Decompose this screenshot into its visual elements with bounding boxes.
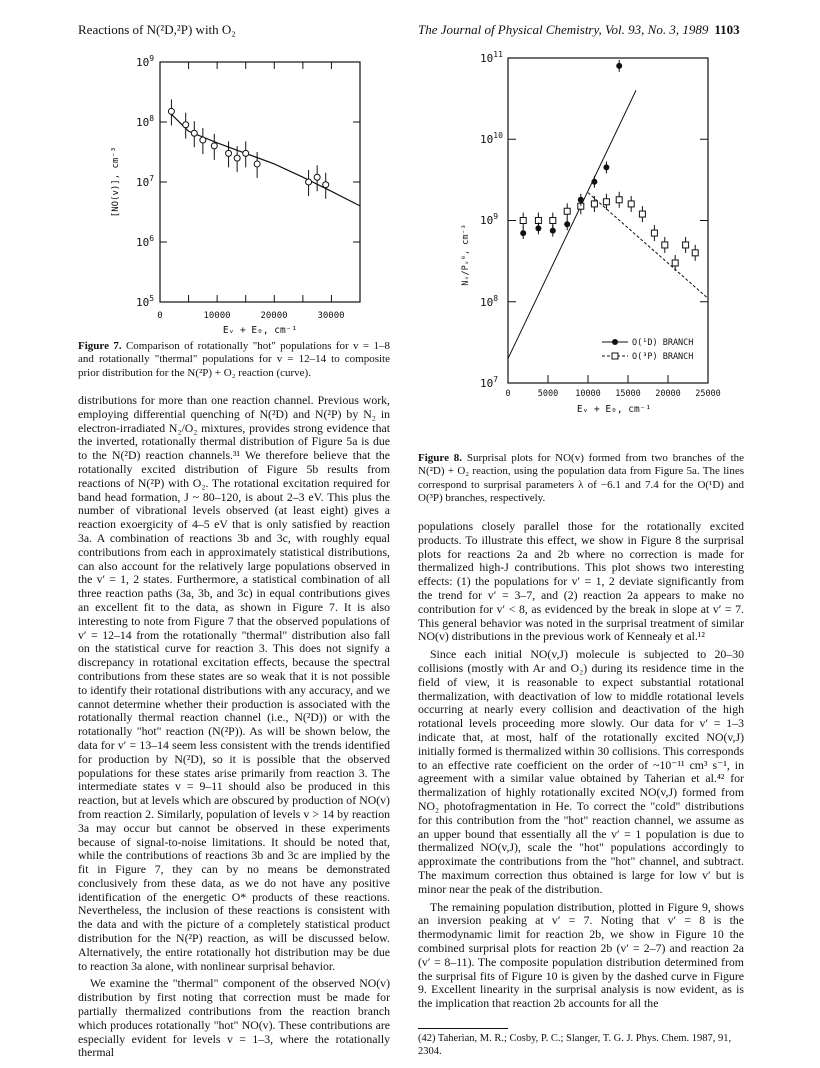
fig8-o1d-point bbox=[578, 197, 584, 203]
footnote: (42) Taherian, M. R.; Cosby, P. C.; Slanger, T. G. J. Phys. Chem. 1987, 91, 2304. bbox=[418, 1033, 732, 1057]
journal-citation: The Journal of Physical Chemistry, Vol. 93, No. 3, 1989 bbox=[418, 22, 709, 37]
page-number: 1103 bbox=[714, 22, 740, 37]
fig8-o3p-point bbox=[603, 199, 609, 205]
fig8-o3p-point bbox=[564, 208, 570, 214]
fig8-xtick-label: 0 bbox=[505, 389, 511, 399]
fig8-o3p-point bbox=[591, 201, 597, 207]
fig7-prior-curve bbox=[169, 111, 360, 205]
figure-8-caption: Figure 8. Surprisal plots for NO(v) formed from two branches of the N(²D) + O₂ reaction, using the population data from Figure 5a. The lines correspond to surprisal parameters λ of −6.1 and 7.4 for the O(¹D) and O(³P) branches, respectively. bbox=[418, 452, 745, 504]
fig8-ytick-label: $10^8$ bbox=[480, 294, 499, 309]
fig8-legend-label: O(¹D) BRANCH bbox=[632, 338, 694, 348]
paragraph: distributions for more than one reaction channel. Previous work, employing differential quenching of N(²D) and N(²P) by N₂ in electron-irradiated N₂/O₂ mixtures, provides strong evidence that the inverted, rotationally thermal distribution of Figure 5a is due to the N(²D) reaction channels.³¹ We therefore believe that the rotationally excited distribution of Figure 5b results from reactions of N(²P) with O₂. The rotational excitation required for band head formation, J ~ 80–120, is about 2–3 eV. This plus the number of vibrational levels observed (at least eight) gives a reaction exoergicity of 4–5 eV that is only satisfied by reaction 3a. A combination of reactions 3b and 3c, with roughly equal contributions from each in approximately statistical distributions, can also account for the relatively large populations observed in the v′ = 1, 2 states. Furthermore, a statistical combination of all three reaction paths (3a, 3b, and 3c) in equal contributions gives an excellent fit to the data, as shown in Figure 7. It is also interesting to note from Figure 7 that the observed populations of v′ = 12–14 from the rotationally "thermal" distribution also fall on the statistical curve for reaction 3. This does not signify a discrepancy in rotational excitation effects, because the spectral contributions from these states are so weak that it is not possible to identify their rotational distributions with any accuracy, and we cannot determine whether their production is associated with the rotationally thermal reaction channel (i.e., N(²D)) or with the rotationally "hot" reaction (N(²P)). As will be shown below, the data for v′ = 13–14 seem less consistent with the trends identified for production by N(²D), so it is possible that the observed populations for these states arise primarily from reaction 3. The intermediate states v = 9–11 should also be produced in this reaction, but at levels which are obscured by production of NO(v) from reaction 2. Similarly, population of levels v > 14 by reaction 3a may occur but cannot be observed in these experiments because of signal-to-noise limitations. It should be noted that, while the contributions of reactions 3b and 3c are implied by the fit in Figure 7, they can by no means be demonstrated conclusively from these data, as we do not have any positive identification of the energetic O* products of these reactions. Nevertheless, the inclusion of these reactions is consistent with the data and with the picture of a completely statistical product distribution for the N(²P) reaction, as will be discussed below. Alternatively, the entire rotationally hot distribution may be due to reaction 3a alone, with nonlinear surprisal behavior. bbox=[78, 393, 390, 973]
fig7-xtick-label: 30000 bbox=[317, 311, 345, 321]
fig8-o1d-point bbox=[564, 221, 570, 227]
footnote-rule bbox=[418, 1028, 508, 1029]
fig7-data-point bbox=[211, 143, 217, 149]
right-text-column bbox=[418, 520, 744, 1015]
fig8-o3p-point bbox=[550, 218, 556, 224]
fig8-o1d-point bbox=[550, 228, 556, 234]
fig7-y-axis-label: [NO(v)], cm⁻³ bbox=[111, 146, 121, 218]
fig7-data-point bbox=[243, 150, 249, 156]
fig8-o1d-point bbox=[591, 179, 597, 185]
fig8-xtick-label: 20000 bbox=[655, 389, 681, 399]
fig8-xtick-label: 25000 bbox=[695, 389, 721, 399]
fig7-ytick-label: $10^6$ bbox=[136, 234, 155, 249]
fig7-data-point bbox=[200, 137, 206, 143]
left-text-column bbox=[78, 394, 390, 1064]
figure-8-plot bbox=[454, 50, 744, 445]
fig7-frame bbox=[160, 62, 360, 302]
fig8-o3p-point bbox=[520, 218, 526, 224]
fig7-data-point bbox=[314, 174, 320, 180]
fig8-x-axis-label: Eᵥ + E₀, cm⁻¹ bbox=[576, 404, 652, 415]
fig7-xtick-label: 10000 bbox=[203, 311, 231, 321]
running-head-left: Reactions of N(²D,²P) with O₂ bbox=[78, 22, 236, 37]
fig8-ytick-label: $10^9$ bbox=[480, 212, 499, 227]
fig8-o1d-point bbox=[616, 63, 622, 69]
fig8-ytick-label: $10^7$ bbox=[480, 375, 499, 390]
fig8-o1d-fit-line bbox=[508, 90, 636, 358]
fig8-o3p-point bbox=[672, 260, 678, 266]
fig7-ytick-label: $10^9$ bbox=[136, 54, 155, 69]
fig8-xtick-label: 5000 bbox=[537, 389, 559, 399]
fig7-data-point bbox=[323, 182, 329, 188]
fig7-data-point bbox=[306, 179, 312, 185]
fig7-ytick-label: $10^5$ bbox=[136, 294, 155, 309]
fig8-o3p-point bbox=[616, 197, 622, 203]
fig7-ytick-label: $10^8$ bbox=[136, 114, 155, 129]
fig7-data-point bbox=[254, 161, 260, 167]
fig8-o1d-point bbox=[603, 164, 609, 170]
paragraph: We examine the "thermal" component of the observed NO(v) distribution by first noting that correction must be made for partially thermalized contributions from the reaction branch which produces rotationally "hot" NO(v). These contributions are especially evident for levels v = 1–3, where the rotationally thermal bbox=[78, 976, 390, 1060]
fig8-o1d-point bbox=[535, 225, 541, 231]
fig8-o3p-point bbox=[662, 242, 668, 248]
fig8-ytick-label: $10^{10}$ bbox=[480, 131, 503, 146]
figure-7-caption: Figure 7. Comparison of rotationally "hot" populations for v = 1–8 and rotationally "thermal" populations for v = 12–14 to composite prior distribution for the N(²P) + O₂ reaction (curve). bbox=[78, 340, 391, 379]
fig8-xtick-label: 15000 bbox=[615, 389, 641, 399]
fig7-data-point bbox=[168, 108, 174, 114]
running-head-right bbox=[418, 22, 740, 38]
fig7-data-point bbox=[234, 155, 240, 161]
fig8-legend-label: O(³P) BRANCH bbox=[632, 352, 694, 362]
fig8-legend bbox=[602, 338, 693, 362]
fig8-o3p-point bbox=[628, 201, 634, 207]
fig8-xtick-label: 10000 bbox=[575, 389, 601, 399]
fig7-data-point bbox=[183, 122, 189, 128]
paragraph: Since each initial NO(v,J) molecule is subjected to 20–30 collisions (mostly with Ar and O₂) during its residence time in the field of view, it is reasonable to expect substantial rotational thermalization, with deactivation of low to middle rotational levels occurring at nearly every collision and deactivation of the high rotational levels proceeding more slowly. Our data for v′ = 1–3 indicate that, at most, half of the rotationally excited NO(v,J) initially formed is thermalized within 30 collisions. This corresponds to an effective rate coefficient on the order of ~10⁻¹¹ cm³ s⁻¹, in agreement with a similar value obtained by Taherian et al.⁴² for thermalization of highly rotationally excited NO(v,J) formed from NO₂ photofragmentation in He. To correct the "cold" distributions for this contribution from the "hot" reaction channel, we assume as an upper bound that essentially all the v′ = 1 population is due to thermalized NO(v,J), scale the "hot" populations accordingly to approximate the contributions from the "hot" channel, and subtract. The maximum correction thus obtained is large for low v′ but is minor near the peak of the distribution. bbox=[418, 647, 744, 896]
fig7-x-axis-label: Eᵥ + E₀, cm⁻¹ bbox=[222, 325, 298, 336]
fig8-o1d-point bbox=[520, 230, 526, 236]
paragraph: The remaining population distribution, plotted in Figure 9, shows an inversion peaking at v′ = 7. Noting that v′ = 8 is the thermodynamic limit for reaction 2b, we show in Figure 10 the combined surprisal plots for reaction 2b (v′ = 2–7) and reaction 2a (v′ = 8–11). The composite population distribution determined from the surprisal fits of Figure 10 is given by the dashed curve in Figure 9. Excellent linearity in the surprisal analysis is now evident, as is the implication that reaction 2b accounts for all the bbox=[418, 899, 744, 1011]
paragraph: populations closely parallel those for the rotationally excited products. To illustrate this effect, we show in Figure 8 the surprisal plots for reactions 2a and 2b where no correction is made for thermalized high-J contributions. This plot shows two interesting effects: (1) the populations for v′ = 1, 2 deviate significantly from the trend for v′ = 3–7, and (2) reaction 2a appears to make no contribution for v′ < 8, as evidenced by the break in slope at v′ = 7. This general behavior was noted in the surprisal treatment of similar NO(v) distributions in the previous work of Kenneały et al.¹² bbox=[418, 519, 744, 644]
fig7-data-point bbox=[226, 150, 232, 156]
figure-7-plot bbox=[88, 52, 388, 337]
fig7-data-point bbox=[191, 130, 197, 136]
fig7-xtick-label: 20000 bbox=[260, 311, 288, 321]
fig8-ytick-label: $10^{11}$ bbox=[480, 50, 503, 65]
fig8-o3p-point bbox=[651, 230, 657, 236]
fig7-ytick-label: $10^7$ bbox=[136, 174, 155, 189]
fig8-o3p-point bbox=[692, 250, 698, 256]
fig7-xtick-label: 0 bbox=[157, 311, 163, 321]
fig8-o3p-point bbox=[683, 242, 689, 248]
fig8-o3p-point bbox=[639, 211, 645, 217]
fig8-y-axis-label: Nᵥ/Pᵥ⁰, cm⁻³ bbox=[461, 224, 471, 286]
